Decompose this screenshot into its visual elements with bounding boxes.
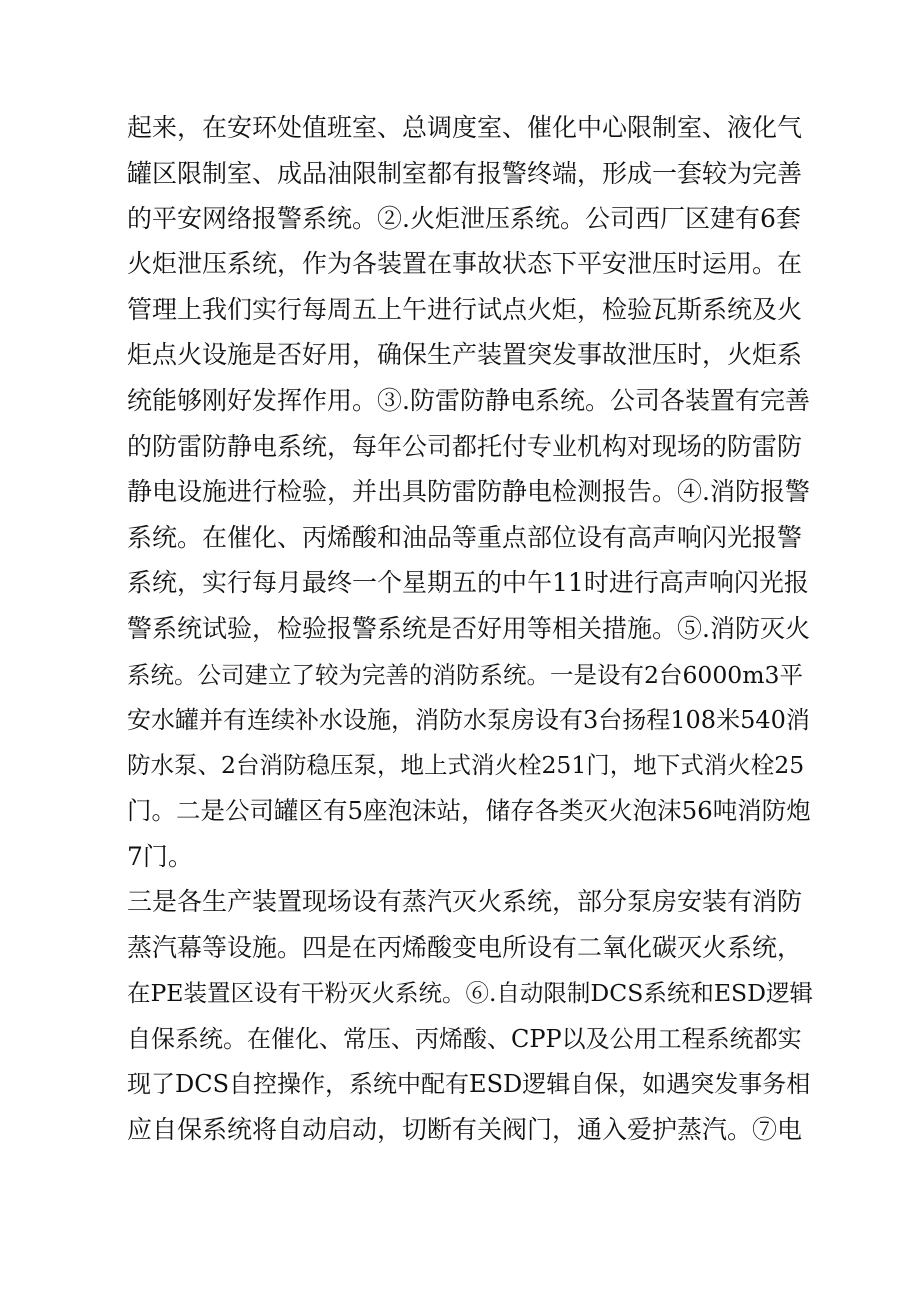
text-line-23: 应自保系统将自动启动，切断有关阀门，通入爱护蒸汽。⑦电 — [127, 1115, 803, 1144]
text-line-12: 警系统试验，检验报警系统是否好用等相关措施。⑤.消防灭火 — [127, 614, 810, 643]
text-line-20: 在PE装置区设有干粉灭火系统。⑥.自动限制DCS系统和ESD逻辑 — [127, 979, 813, 1007]
text-line-2: 罐区限制室、成品油限制室都有报警终端，形成一套较为完善 — [127, 159, 803, 188]
text-line-15: 防水泵、2台消防稳压泵，地上式消火栓251门，地下式消火栓25 — [127, 751, 805, 779]
text-line-11: 系统，实行每月最终一个星期五的中午11时进行高声响闪光报 — [127, 568, 809, 597]
text-line-10: 系统。在催化、丙烯酸和油品等重点部位设有高声响闪光报警 — [127, 523, 803, 552]
text-line-3: 的平安网络报警系统。②.火炬泄压系统。公司西厂区建有6套 — [127, 204, 801, 233]
text-line-13: 系统。公司建立了较为完善的消防系统。一是设有2台6000m3平 — [127, 661, 803, 689]
text-line-8: 的防雷防静电系统，每年公司都托付专业机构对现场的防雷防 — [127, 432, 803, 461]
text-line-22: 现了DCS自控操作，系统中配有ESD逻辑自保，如遇突发事务相 — [127, 1070, 811, 1098]
text-line-21: 自保系统。在催化、常压、丙烯酸、CPP以及公用工程系统都实 — [127, 1025, 802, 1053]
text-line-14: 安水罐并有连续补水设施，消防水泵房设有3台扬程108米540消 — [127, 706, 810, 734]
text-line-17: 7门。 — [127, 842, 193, 871]
text-line-5: 管理上我们实行每周五上午进行试点火炬，检验瓦斯系统及火 — [127, 295, 803, 324]
text-line-19: 蒸汽幕等设施。四是在丙烯酸变电所设有二氧化碳灭火系统， — [127, 933, 803, 962]
text-line-7: 统能够刚好发挥作用。③.防雷防静电系统。公司各装置有完善 — [127, 386, 810, 415]
text-line-4: 火炬泄压系统，作为各装置在事故状态下平安泄压时运用。在 — [127, 249, 803, 278]
text-line-18: 三是各生产装置现场设有蒸汽灭火系统，部分泵房安装有消防 — [127, 887, 803, 916]
text-line-6: 炬点火设施是否好用，确保生产装置突发事故泄压时，火炬系 — [127, 340, 803, 369]
text-line-1: 起来，在安环处值班室、总调度室、催化中心限制室、液化气 — [127, 113, 803, 142]
text-line-9: 静电设施进行检验，并出具防雷防静电检测报告。④.消防报警 — [127, 477, 810, 506]
text-line-16: 门。二是公司罐区有5座泡沫站，储存各类灭火泡沫56吨消防炮 — [127, 796, 811, 825]
